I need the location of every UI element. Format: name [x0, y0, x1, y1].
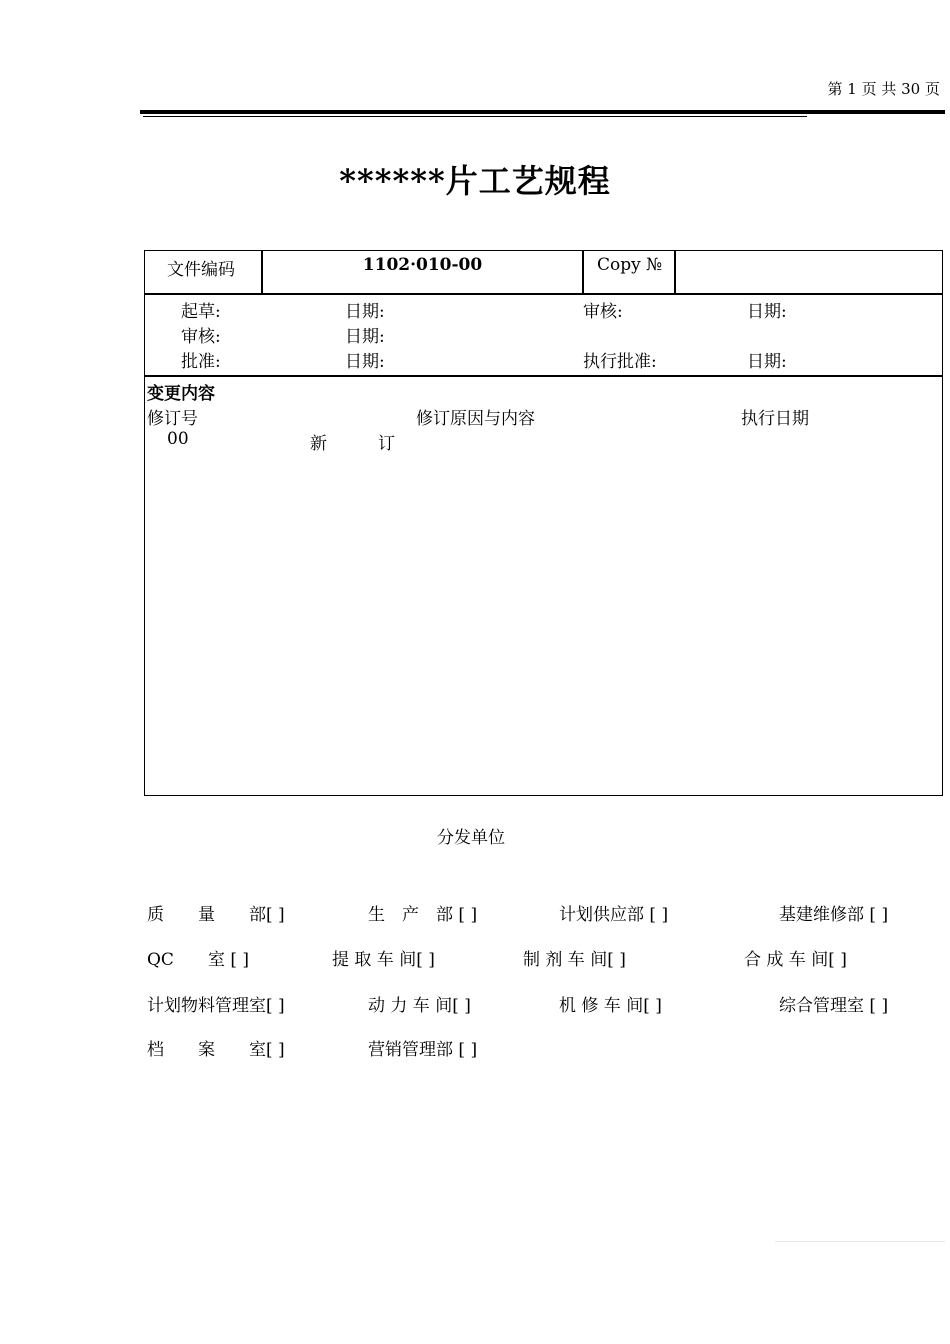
distribution-title: 分发单位 [437, 828, 505, 848]
table-divider [582, 251, 584, 294]
footer-rule [775, 1241, 945, 1242]
dist-item: 计划物料管理室[ ] [147, 996, 285, 1016]
dist-item: 营销管理部 [ ] [368, 1040, 478, 1060]
dist-item: QC 室 [ ] [147, 950, 250, 970]
document-title: ******片工艺规程 [339, 162, 611, 200]
reason-column-header: 修订原因与内容 [416, 409, 535, 429]
draft-label: 起草: [181, 302, 221, 322]
dist-item: 综合管理室 [ ] [779, 996, 889, 1016]
page-number: 第 1 页 共 30 页 [827, 80, 940, 98]
file-code-label: 文件编码 [167, 260, 235, 280]
dist-item: 计划供应部 [ ] [559, 905, 669, 925]
dist-item: 制 剂 车 间[ ] [523, 950, 626, 970]
table-divider [145, 375, 942, 377]
file-code-value: 1102·010-00 [362, 255, 483, 275]
draft-date-label: 日期: [345, 302, 385, 322]
dist-item: 动 力 车 间[ ] [368, 996, 471, 1016]
revision-number: 00 [167, 429, 189, 449]
dist-item: 基建维修部 [ ] [779, 905, 889, 925]
dist-item: 档 案 室[ ] [147, 1040, 285, 1060]
document-control-table [144, 250, 943, 796]
header-rule-thin [143, 116, 807, 117]
changes-section-title: 变更内容 [147, 384, 215, 404]
revision-column-header: 修订号 [147, 409, 198, 429]
review-date-label: 日期: [345, 327, 385, 347]
dist-item: 生 产 部 [ ] [368, 905, 478, 925]
dist-item: 质 量 部[ ] [147, 905, 285, 925]
exec-approve-label: 执行批准: [583, 352, 657, 372]
approve-label: 批准: [181, 352, 221, 372]
revision-reason-part: 订 [378, 434, 395, 454]
dist-item: 机 修 车 间[ ] [559, 996, 662, 1016]
copy-label: Copy № [597, 255, 663, 275]
exec-date-column-header: 执行日期 [741, 409, 809, 429]
review-date-label-right: 日期: [747, 302, 787, 322]
review-label: 审核: [181, 327, 221, 347]
header-rule-thick [140, 110, 945, 114]
table-divider [145, 293, 942, 295]
dist-item: 合 成 车 间[ ] [744, 950, 847, 970]
exec-approve-date-label: 日期: [747, 352, 787, 372]
dist-item: 提 取 车 间[ ] [332, 950, 435, 970]
review-label-right: 审核: [583, 302, 623, 322]
table-divider [674, 251, 676, 294]
revision-reason-part: 新 [310, 434, 327, 454]
approve-date-label: 日期: [345, 352, 385, 372]
